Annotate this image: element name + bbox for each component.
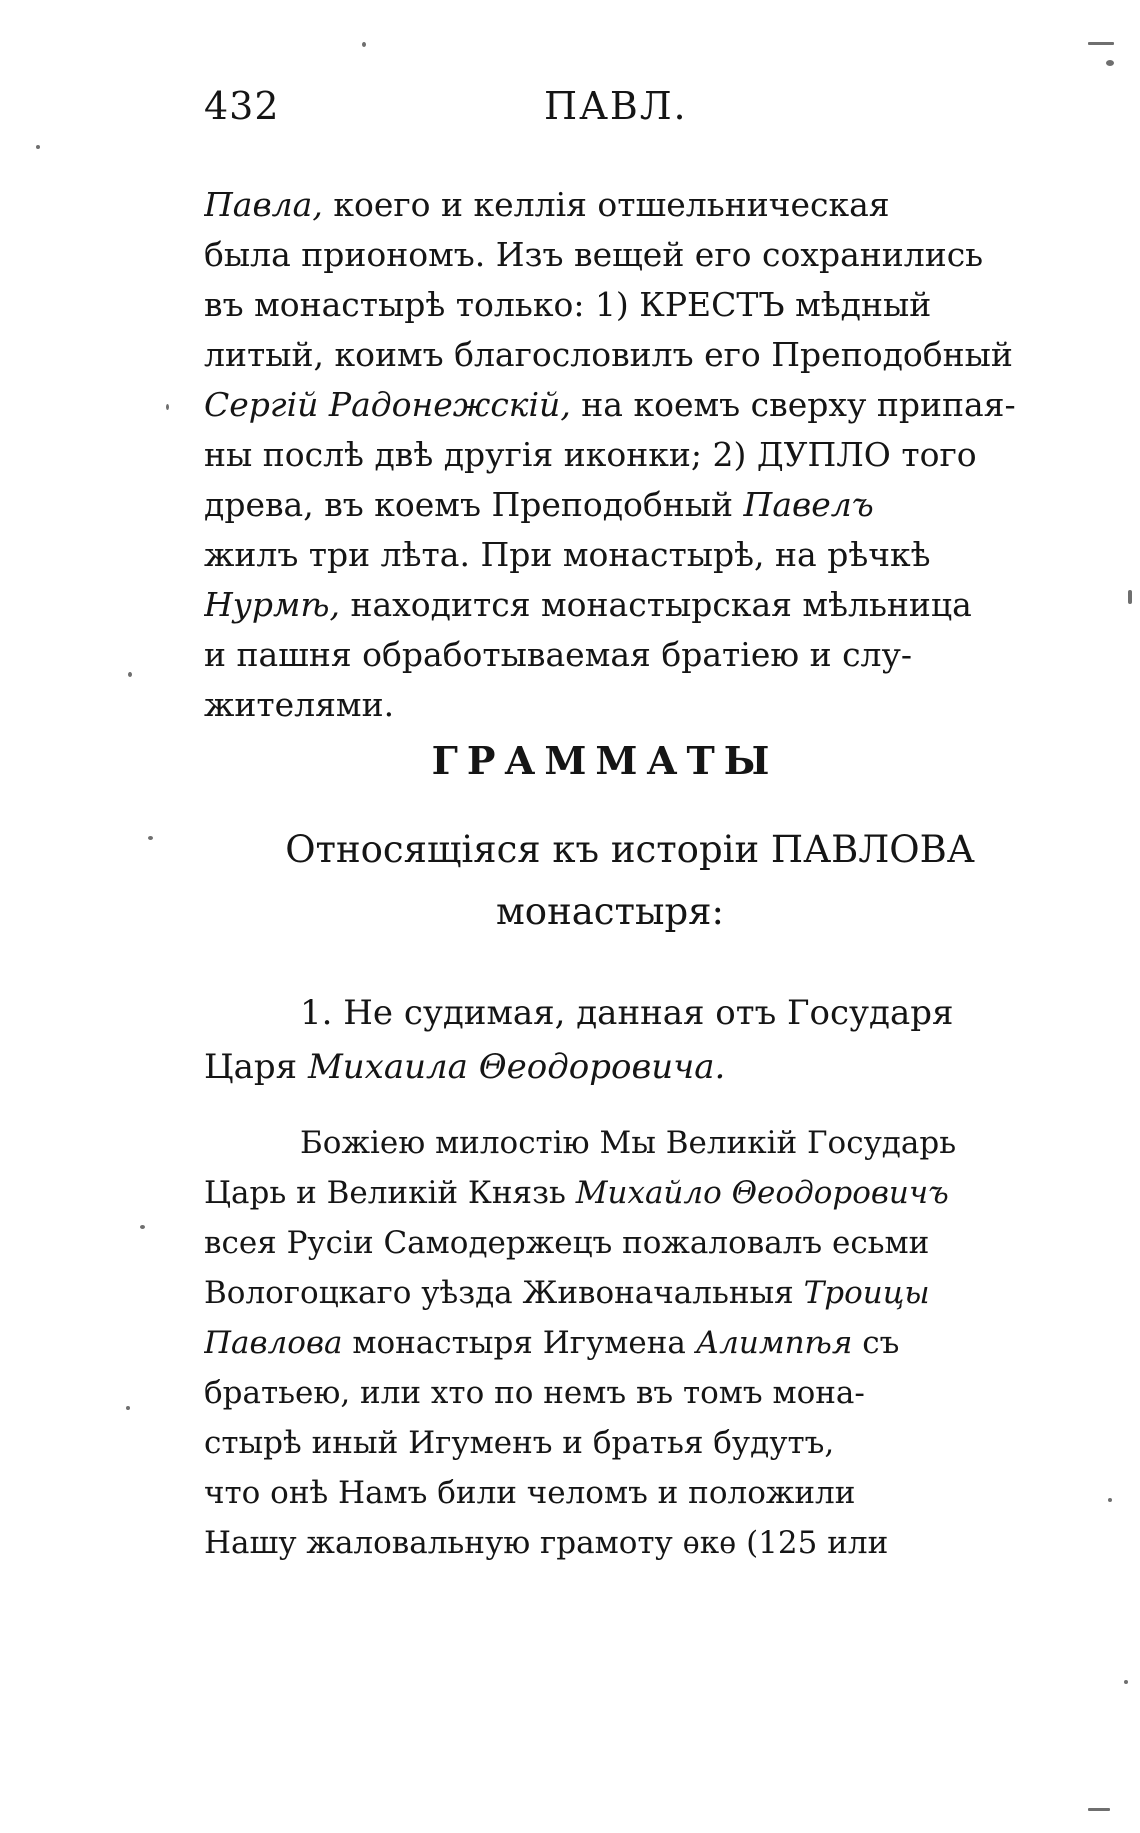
page-header bbox=[204, 84, 1064, 154]
scan-speck bbox=[36, 145, 40, 149]
scan-speck bbox=[1124, 1680, 1128, 1684]
text-line: жителями. bbox=[204, 685, 395, 724]
paragraph-continuation bbox=[204, 180, 1062, 730]
text-line: всея Русіи Самодержецъ пожаловалъ есьми bbox=[204, 1225, 930, 1261]
text-line: стырѣ иный Игуменъ и братья будутъ, bbox=[204, 1425, 835, 1461]
italic-name: Павлова bbox=[204, 1325, 343, 1361]
document-title bbox=[204, 986, 1062, 1094]
subheading-line-1: Относящіяся къ исторіи ПАВЛОВА bbox=[285, 828, 975, 871]
scan-speck bbox=[1128, 590, 1132, 604]
scan-speck bbox=[1106, 60, 1114, 66]
text-line: древа, въ коемъ Преподобный Павелъ bbox=[204, 485, 874, 524]
scan-speck bbox=[126, 1406, 130, 1410]
italic-name: Алимпѣя bbox=[695, 1325, 853, 1361]
running-head: ПАВЛ. bbox=[544, 84, 688, 128]
text-line: и пашня обработываемая братіею и слу- bbox=[204, 635, 913, 674]
scan-speck bbox=[148, 836, 153, 840]
text-line: Нашу жаловальную грамоту ѳкѳ (125 или bbox=[204, 1525, 889, 1561]
italic-name: Павелъ bbox=[743, 485, 874, 524]
italic-name: Михайло Θеодоровичъ bbox=[575, 1175, 949, 1211]
text-line: Сергій Радонежскій, на коемъ сверху припая- bbox=[204, 385, 1016, 424]
italic-name: Сергій Радонежскій, bbox=[204, 385, 571, 424]
scan-speck bbox=[362, 42, 366, 47]
scan-speck bbox=[1108, 1498, 1112, 1502]
italic-name: Михаила Θеодоровича. bbox=[307, 1047, 726, 1087]
italic-name: Троицы bbox=[803, 1275, 930, 1311]
text-line: Божіею милостію Мы Великій Государь bbox=[300, 1125, 957, 1161]
text-line: была приономъ. Изъ вещей его сохранились bbox=[204, 235, 984, 274]
text-line: въ монастырѣ только: 1) КРЕСТЪ мѣдный bbox=[204, 285, 932, 324]
text-line: жилъ три лѣта. При монастырѣ, на рѣчкѣ bbox=[204, 535, 931, 574]
text-line: Павлова монастыря Игумена Алимпѣя съ bbox=[204, 1325, 900, 1361]
text-line: Царь и Великій Князь Михайло Θеодоровичъ bbox=[204, 1175, 949, 1211]
scan-speck bbox=[128, 672, 132, 677]
section-heading: ГРАММАТЫ bbox=[431, 738, 779, 783]
subheading-line-2: монастыря: bbox=[496, 890, 724, 933]
document-title-line-1: 1. Не судимая, данная отъ Государя bbox=[300, 993, 954, 1033]
page-number: 432 bbox=[204, 84, 280, 128]
scan-speck bbox=[140, 1225, 145, 1229]
charter-text bbox=[204, 1118, 1062, 1568]
text-line: ны послѣ двѣ другія иконки; 2) ДУПЛО того bbox=[204, 435, 977, 474]
text-line: Вологоцкаго уѣзда Живоначальныя Троицы bbox=[204, 1275, 930, 1311]
scan-speck bbox=[1088, 1808, 1110, 1811]
italic-name: Павла, bbox=[204, 185, 323, 224]
text-line: Нурмѣ, находится монастырская мѣльница bbox=[204, 585, 972, 624]
italic-name: Нурмѣ, bbox=[204, 585, 341, 624]
scan-speck bbox=[166, 404, 169, 410]
text-line: Павла, коего и келлія отшельническая bbox=[204, 185, 890, 224]
text-line: что онѣ Намъ били челомъ и положили bbox=[204, 1475, 856, 1511]
scan-speck bbox=[1088, 42, 1114, 45]
text-line: литый, коимъ благословилъ его Преподобный bbox=[204, 335, 1013, 374]
document-title-line-2: Царя Михаила Θеодоровича. bbox=[204, 1047, 726, 1087]
text-line: братьею, или хто по немъ въ томъ мона- bbox=[204, 1375, 865, 1411]
